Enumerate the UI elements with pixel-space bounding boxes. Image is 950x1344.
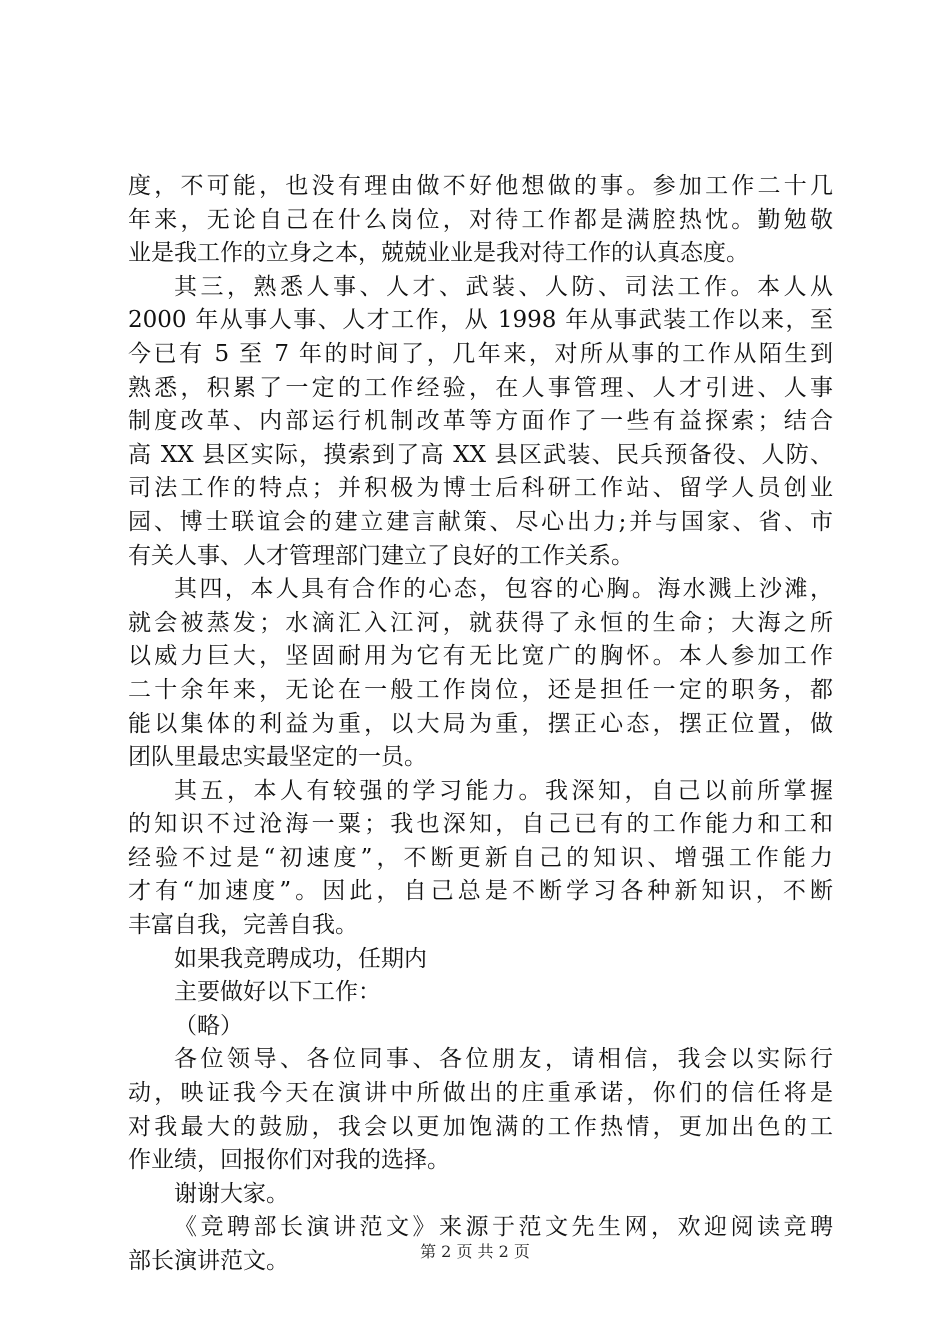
text-line: 司法工作的特点；并积极为博士后科研工作站、留学人员创业 (128, 475, 833, 502)
text-line: 有关人事、人才管理部门建立了良好的工作关系。 (128, 542, 634, 569)
paragraph-start-line: 如果我竞聘成功，任期内 (174, 945, 427, 972)
text-line: 才有“加速度”。因此，自己总是不断学习各种新知识，不断 (128, 878, 833, 905)
text-line: 作业绩，回报你们对我的选择。 (128, 1147, 450, 1174)
paragraph-start-line: 各位领导、各位同事、各位朋友，请相信，我会以实际行 (174, 1046, 833, 1073)
paragraph-start-line: 《竞聘部长演讲范文》来源于范文先生网，欢迎阅读竞聘 (174, 1214, 833, 1241)
paragraph-start-line: 其三，熟悉人事、人才、武装、人防、司法工作。本人从 (174, 273, 833, 300)
text-line: 团队里最忠实最坚定的一员。 (128, 744, 427, 771)
text-line: 部长演讲范文。 (128, 1248, 289, 1274)
text-line: 园、博士联谊会的建立建言献策、尽心出力;并与国家、省、市 (128, 508, 833, 535)
text-line: 就会被蒸发；水滴汇入江河，就获得了永恒的生命；大海之所 (128, 609, 833, 636)
paragraph-start-line: 谢谢大家。 (174, 1180, 289, 1207)
text-line: 年来，无论自己在什么岗位，对待工作都是满腔热忱。勤勉敬 (128, 206, 833, 233)
paragraph-start-line: （略） (174, 1012, 243, 1039)
document-body (128, 170, 833, 1279)
text-line: 制度改革、内部运行机制改革等方面作了一些有益探索；结合 (128, 408, 833, 435)
paragraph-start-line: 其四，本人具有合作的心态，包容的心胸。海水溅上沙滩， (174, 576, 833, 603)
text-line: 熟悉，积累了一定的工作经验，在人事管理、人才引进、人事 (128, 374, 833, 401)
text-line: 二十余年来，无论在一般工作岗位，还是担任一定的职务，都 (128, 676, 833, 703)
text-line: 动，映证我今天在演讲中所做出的庄重承诺，你们的信任将是 (128, 1080, 833, 1107)
text-line: 今已有 5 至 7 年的时间了，几年来，对所从事的工作从陌生到 (128, 340, 833, 367)
text-line: 度，不可能，也没有理由做不好他想做的事。参加工作二十几 (128, 173, 833, 199)
text-line: 丰富自我，完善自我。 (128, 912, 358, 939)
paragraph-start-line: 其五，本人有较强的学习能力。我深知，自己以前所掌握 (174, 777, 833, 804)
text-line: 能以集体的利益为重，以大局为重，摆正心态，摆正位置，做 (128, 710, 833, 737)
text-line: 2000 年从事人事、人才工作，从 1998 年从事武装工作以来，至 (128, 307, 833, 334)
paragraph-start-line: 主要做好以下工作： (174, 979, 381, 1006)
text-line: 经验不过是“初速度”，不断更新自己的知识、增强工作能力 (128, 844, 833, 871)
text-line: 高 XX 县区实际，摸索到了高 XX 县区武装、民兵预备役、人防、 (128, 441, 833, 468)
text-line: 以威力巨大，坚固耐用为它有无比宽广的胸怀。本人参加工作 (128, 643, 833, 670)
text-line: 对我最大的鼓励，我会以更加饱满的工作热情，更加出色的工 (128, 1113, 833, 1140)
text-line: 的知识不过沧海一粟；我也深知，自己已有的工作能力和工和 (128, 811, 833, 838)
page-number-footer: 第 2 页 共 2 页 (420, 1242, 530, 1261)
text-line: 业是我工作的立身之本，兢兢业业是我对待工作的认真态度。 (128, 240, 749, 267)
